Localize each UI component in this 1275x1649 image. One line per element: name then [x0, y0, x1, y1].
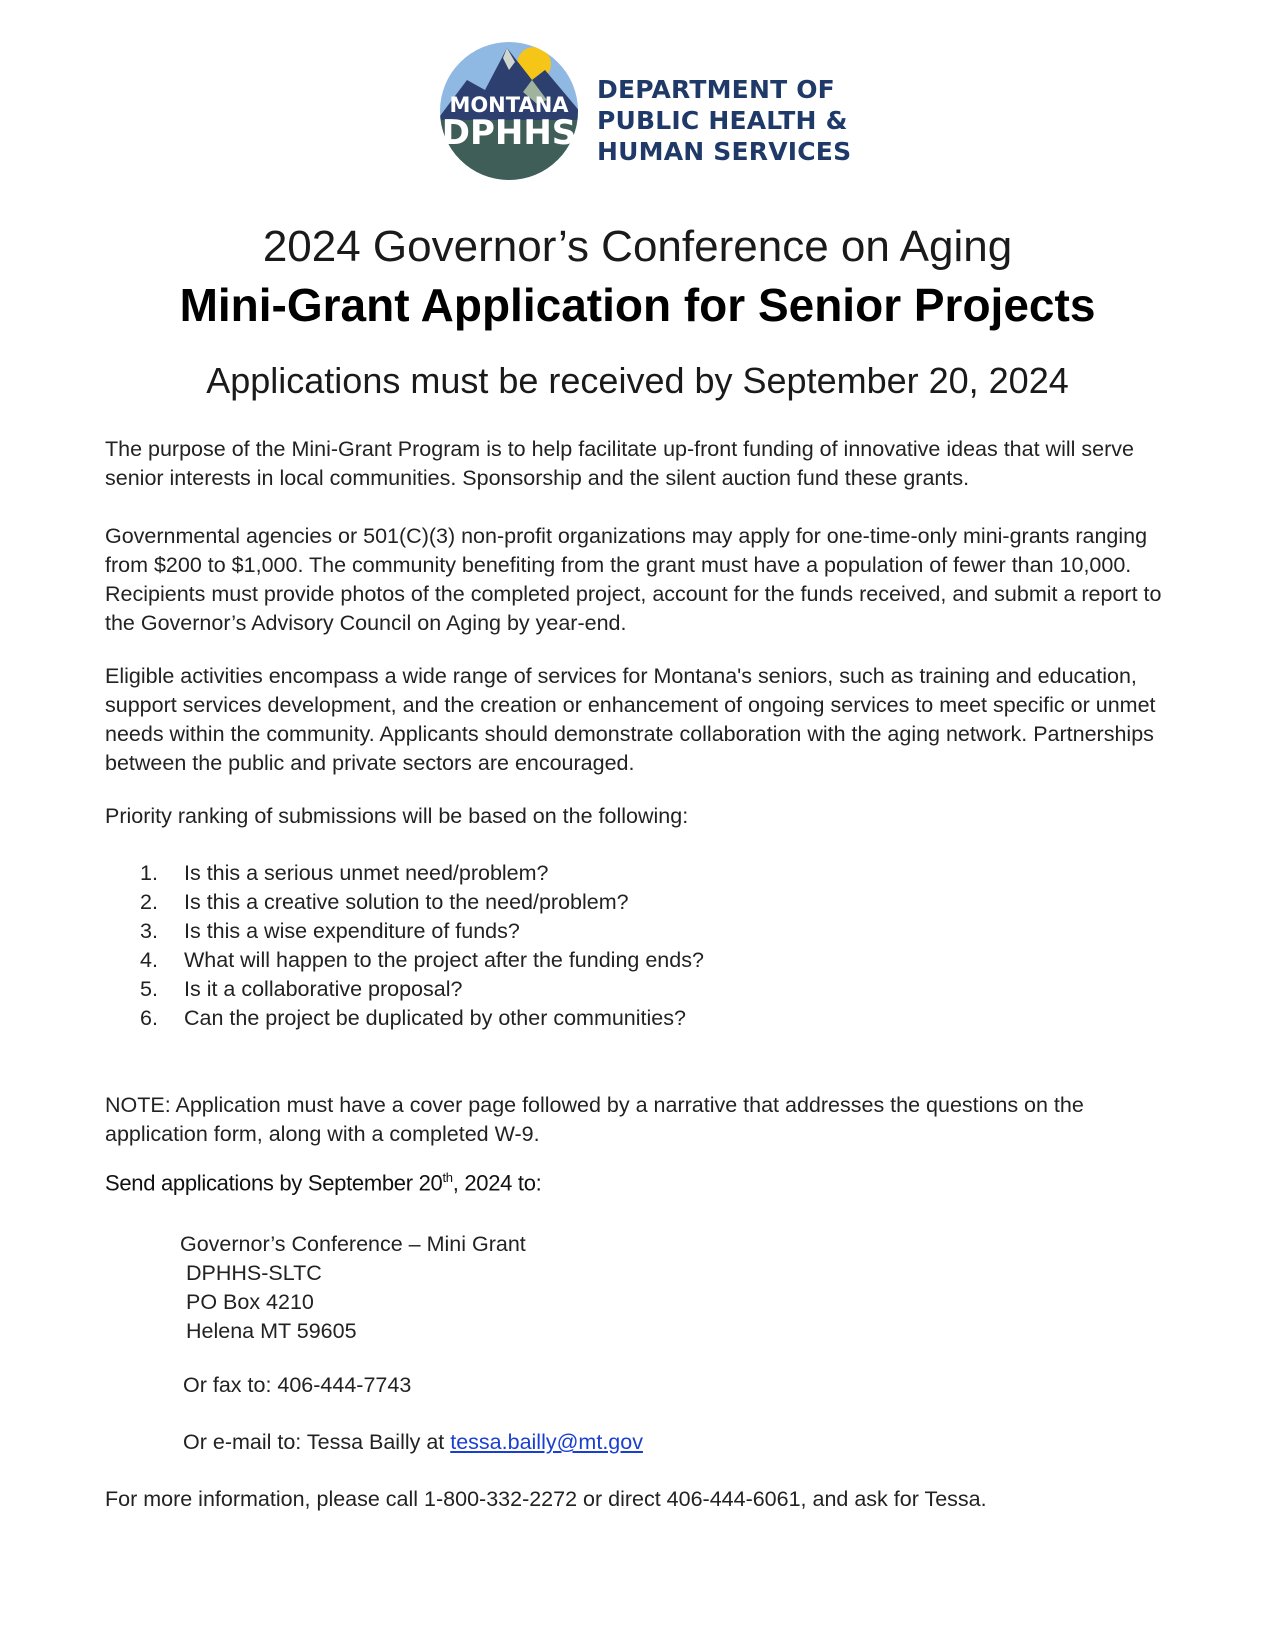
logo-montana-text: MONTANA: [449, 93, 569, 117]
priority-intro: Priority ranking of submissions will be based on the following:: [105, 804, 689, 828]
address-line: PO Box 4210: [186, 1290, 314, 1314]
list-item: 3. Is this a wise expenditure of funds?: [140, 919, 520, 943]
address-line: Helena MT 59605: [186, 1319, 357, 1343]
list-item: 6. Can the project be duplicated by other communities?: [140, 1006, 686, 1030]
send-heading: Send applications by September 20th, 2024 to:: [105, 1170, 542, 1196]
email-line: Or e-mail to: Tessa Bailly at tessa.bailly@mt.gov: [183, 1430, 643, 1454]
list-item: 4. What will happen to the project after the funding ends?: [140, 948, 704, 972]
dphhs-logo-icon: [437, 42, 587, 192]
deadline-subtitle: Applications must be received by September 20, 2024: [206, 360, 1069, 401]
purpose-paragraph: The purpose of the Mini-Grant Program is to help facilitate up-front funding of innovative ideas that will serve senior interests in local communities. Sponsorship and the silent auction fund these grants.: [105, 437, 1134, 490]
list-item: 2. Is this a creative solution to the need/problem?: [140, 890, 629, 914]
mailing-address: [180, 1230, 526, 1346]
application-title: Mini-Grant Application for Senior Projects: [179, 279, 1096, 331]
list-item: 1. Is this a serious unmet need/problem?: [140, 861, 549, 885]
application-note: NOTE: Application must have a cover page followed by a narrative that addresses the questions on the application form, along with a completed W-9.: [105, 1093, 1084, 1146]
address-line: Governor’s Conference – Mini Grant: [180, 1232, 526, 1256]
conference-title: 2024 Governor’s Conference on Aging: [262, 222, 1013, 271]
fax-line: Or fax to: 406-444-7743: [183, 1373, 412, 1397]
list-item: 5. Is it a collaborative proposal?: [140, 977, 463, 1001]
department-line-3: HUMAN SERVICES: [597, 137, 852, 166]
department-line-2: PUBLIC HEALTH &: [597, 106, 848, 135]
department-name: [597, 74, 851, 167]
activities-paragraph: Eligible activities encompass a wide range of services for Montana's seniors, such as training and education, support services development, and the creation or enhancement of ongoing services to meet specific or unmet needs within the community. Applicants should demonstrate collaboration with the aging network. Partnerships between the public and private sectors are encouraged.: [105, 664, 1156, 775]
eligibility-paragraph: Governmental agencies or 501(C)(3) non-profit organizations may apply for one-time-only mini-grants ranging from $200 to $1,000. The community benefiting from the grant must have a population of fewer than 10,000. Recipients must provide photos of the completed project, account for the funds received, and submit a report to the Governor’s Advisory Council on Aging by year-end.: [105, 524, 1162, 635]
priority-list: [140, 859, 704, 1033]
header-logo-block: [437, 42, 857, 192]
more-info-line: For more information, please call 1-800-332-2272 or direct 406-444-6061, and ask for Tessa.: [105, 1487, 987, 1511]
department-line-1: DEPARTMENT OF: [597, 75, 835, 104]
logo-dphhs-text: DPHHS: [441, 113, 577, 153]
address-line: DPHHS-SLTC: [186, 1261, 322, 1285]
email-link[interactable]: tessa.bailly@mt.gov: [450, 1430, 643, 1454]
